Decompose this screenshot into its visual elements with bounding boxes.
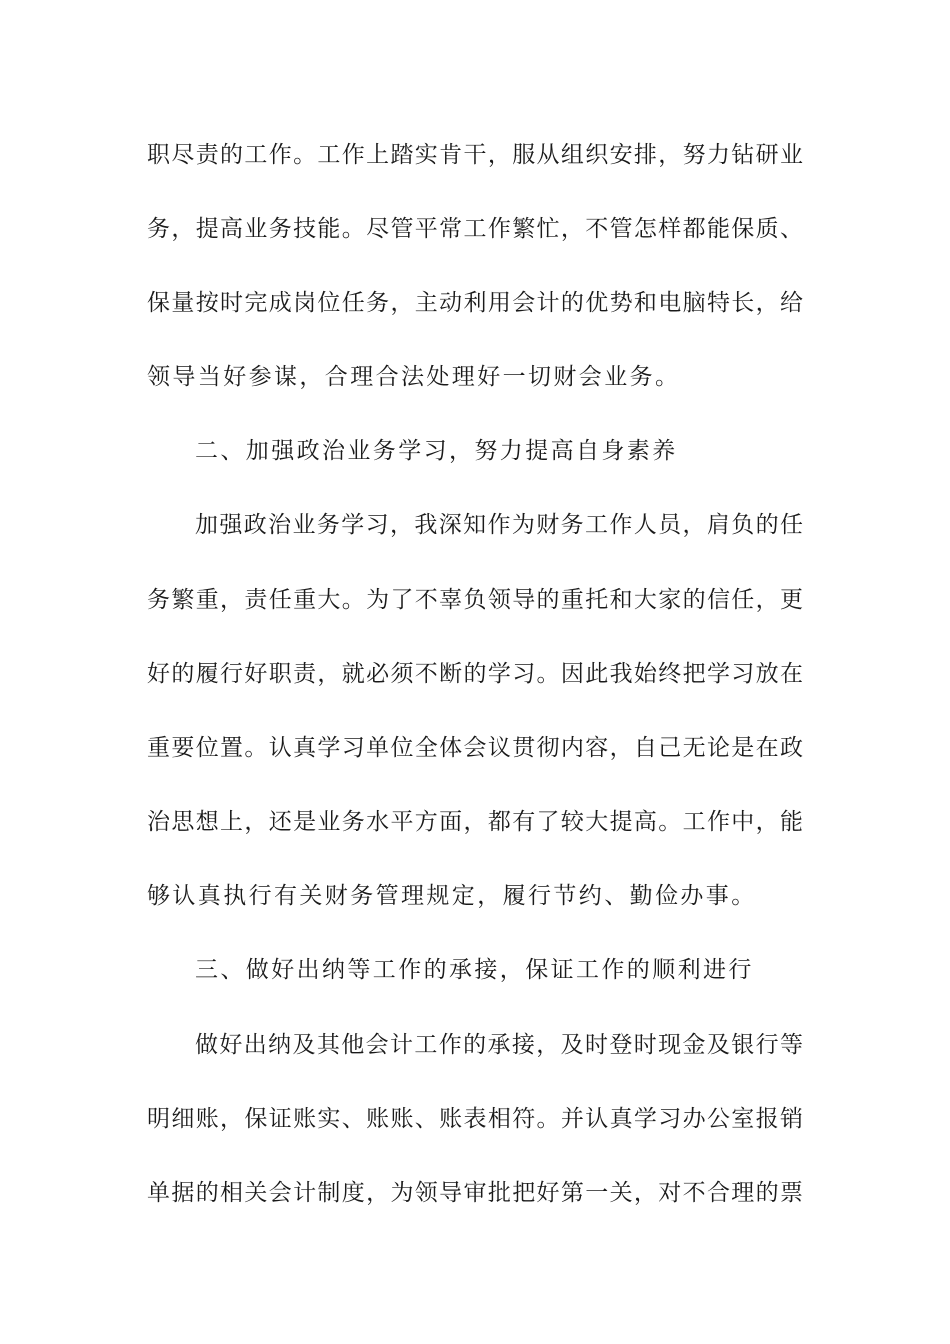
body-line: 重要位置。认真学习单位全体会议贯彻内容，自己无论是在政 <box>147 735 803 761</box>
body-line: 务繁重，责任重大。为了不辜负领导的重托和大家的信任，更 <box>147 587 803 613</box>
body-line: 领导当好参谋，合理合法处理好一切财会业务。 <box>147 364 681 390</box>
body-line: 够认真执行有关财务管理规定，履行节约、勤俭办事。 <box>147 883 757 909</box>
body-line: 保量按时完成岗位任务，主动利用会计的优势和电脑特长，给 <box>147 290 803 316</box>
body-line: 明细账，保证账实、账账、账表相符。并认真学习办公室报销 <box>147 1106 803 1132</box>
paragraph-first-line: 做好出纳及其他会计工作的承接，及时登时现金及银行等 <box>195 1032 803 1058</box>
paragraph-first-line: 加强政治业务学习，我深知作为财务工作人员，肩负的任 <box>195 512 803 538</box>
body-line: 好的履行好职责，就必须不断的学习。因此我始终把学习放在 <box>147 661 803 687</box>
section-heading-2: 二、加强政治业务学习，努力提高自身素养 <box>195 438 678 464</box>
body-line: 治思想上，还是业务水平方面，都有了较大提高。工作中，能 <box>147 809 803 835</box>
body-line: 务，提高业务技能。尽管平常工作繁忙，不管怎样都能保质、 <box>147 216 803 242</box>
section-heading-3: 三、做好出纳等工作的承接，保证工作的顺利进行 <box>195 957 754 983</box>
body-line: 单据的相关会计制度，为领导审批把好第一关，对不合理的票 <box>147 1180 803 1206</box>
body-line: 职尽责的工作。工作上踏实肯干，服从组织安排，努力钻研业 <box>147 142 803 168</box>
